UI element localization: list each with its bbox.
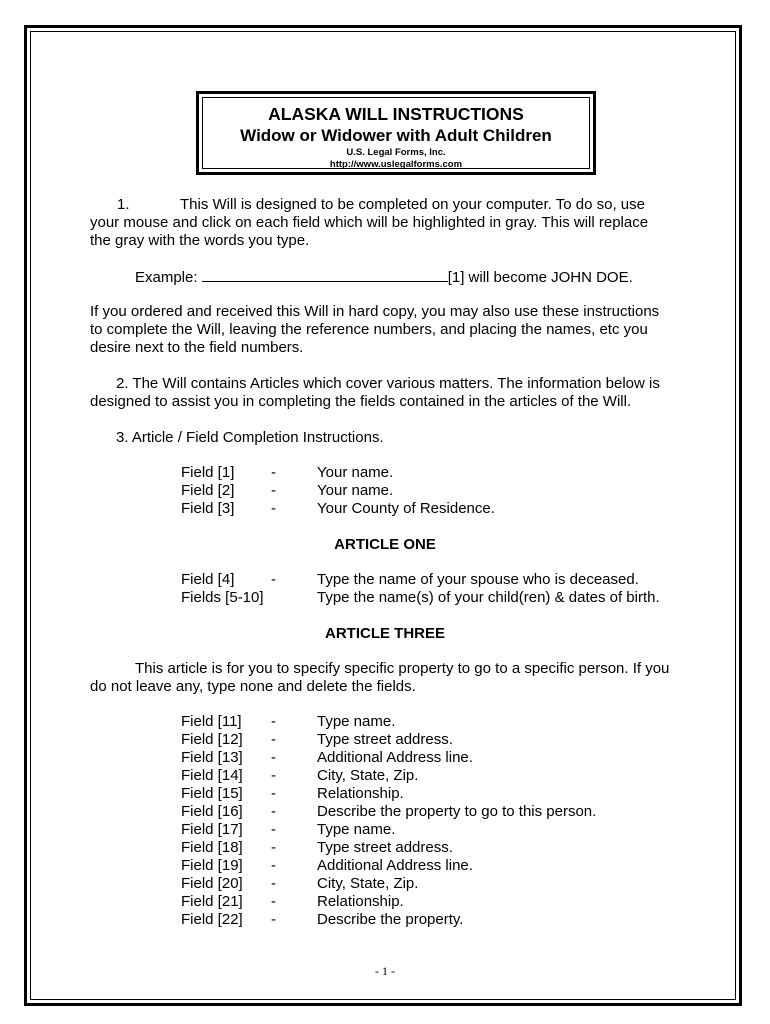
field-label: Field [22] (181, 911, 243, 928)
para2-line1: 2. The Will contains Articles which cover various matters. The information below is (116, 375, 660, 392)
field-label: Field [1] (181, 464, 235, 481)
field-label: Field [12] (181, 731, 243, 748)
field-desc: Type street address. (317, 731, 453, 748)
field-dash: - (271, 911, 276, 928)
field-dash: - (271, 464, 276, 481)
field-desc: Your name. (317, 482, 394, 499)
field-label: Field [4] (181, 571, 235, 588)
article-three-intro-line2: do not leave any, type none and delete the fields. (90, 678, 416, 695)
field-desc: Describe the property. (317, 911, 464, 928)
field-label: Field [18] (181, 839, 243, 856)
field-desc: City, State, Zip. (317, 875, 419, 892)
field-desc: City, State, Zip. (317, 767, 419, 784)
example-line (135, 267, 633, 287)
title-box-inner (202, 97, 590, 169)
field-desc: Type the name of your spouse who is deceased. (317, 571, 639, 588)
field-dash: - (271, 875, 276, 892)
field-desc: Additional Address line. (317, 857, 473, 874)
para1-line1: This Will is designed to be completed on your computer. To do so, use (180, 196, 645, 213)
field-desc: Type street address. (317, 839, 453, 856)
para1-line2: your mouse and click on each field which will be highlighted in gray. This will replace (90, 214, 649, 231)
hardcopy-line3: desire next to the field numbers. (90, 339, 304, 356)
field-dash: - (271, 482, 276, 499)
hardcopy-line2: to complete the Will, leaving the reference numbers, and placing the names, etc you (90, 321, 648, 338)
field-dash: - (271, 893, 276, 910)
hardcopy-line1: If you ordered and received this Will in hard copy, you may also use these instructions (90, 303, 660, 320)
company-name: U.S. Legal Forms, Inc. (346, 147, 446, 158)
field-desc: Describe the property to go to this person. (317, 803, 597, 820)
field-label: Field [17] (181, 821, 243, 838)
article-three-intro-line1: This article is for you to specify specific property to go to a specific person. If you (135, 660, 670, 677)
field-label: Field [16] (181, 803, 243, 820)
field-label: Field [3] (181, 500, 235, 517)
field-dash: - (271, 767, 276, 784)
field-label: Field [21] (181, 893, 243, 910)
document-title: ALASKA WILL INSTRUCTIONS (268, 104, 524, 124)
field-dash: - (271, 731, 276, 748)
field-desc: Type the name(s) of your child(ren) & dates of birth. (317, 589, 660, 606)
field-label: Field [20] (181, 875, 243, 892)
field-desc: Your County of Residence. (317, 500, 495, 517)
field-dash: - (271, 713, 276, 730)
example-label: Example: (135, 269, 198, 286)
field-desc: Type name. (317, 821, 396, 838)
para3-line1: 3. Article / Field Completion Instructions. (116, 429, 384, 446)
field-label: Field [2] (181, 482, 235, 499)
field-label: Field [19] (181, 857, 243, 874)
field-dash: - (271, 821, 276, 838)
field-dash: - (271, 749, 276, 766)
field-dash: - (271, 571, 276, 588)
field-desc: Additional Address line. (317, 749, 473, 766)
para1-line3: the gray with the words you type. (90, 232, 310, 249)
article-three-heading: ARTICLE THREE (325, 625, 445, 642)
field-desc: Relationship. (317, 893, 404, 910)
field-label: Field [13] (181, 749, 243, 766)
page-number: - 1 - (375, 964, 395, 978)
article-one-heading: ARTICLE ONE (334, 536, 436, 553)
field-dash: - (271, 839, 276, 856)
company-url: http://www.uslegalforms.com (329, 159, 463, 170)
field-label: Field [11] (181, 713, 242, 730)
field-label: Field [14] (181, 767, 243, 784)
field-dash: - (271, 803, 276, 820)
para2-line2: designed to assist you in completing the fields contained in the articles of the Will. (90, 393, 632, 410)
field-desc: Your name. (317, 464, 394, 481)
field-dash: - (271, 500, 276, 517)
field-label: Fields [5-10] (181, 589, 264, 606)
field-dash: - (271, 785, 276, 802)
example-blank (202, 267, 448, 282)
para1-number: 1. (117, 196, 130, 213)
field-label: Field [15] (181, 785, 243, 802)
field-desc: Type name. (317, 713, 396, 730)
example-suffix: [1] will become JOHN DOE. (447, 269, 633, 286)
title-box (196, 91, 596, 175)
field-desc: Relationship. (317, 785, 404, 802)
document-subtitle: Widow or Widower with Adult Children (240, 126, 552, 145)
field-dash: - (271, 857, 276, 874)
